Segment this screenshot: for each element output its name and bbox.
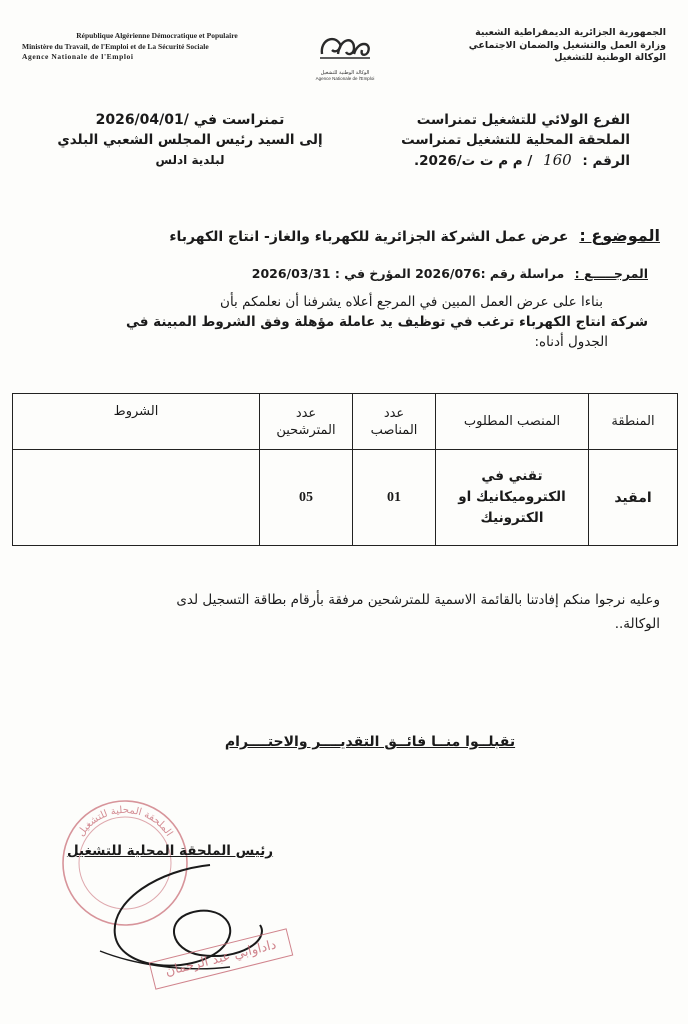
reference-number bbox=[350, 150, 630, 171]
stamp-arc-path: الملحقة المحلية للتشغيل bbox=[75, 804, 175, 839]
reference-text: مراسلة رقم :2026/076 المؤرخ في : 2026/03/31 bbox=[251, 266, 565, 281]
closing-line-1: وعليه نرجوا منكم إفادتنا بالقائمة الاسمية للمترشحين مرفقة بأرقام بطاقة التسجيل لدى bbox=[176, 592, 660, 608]
cell-position bbox=[436, 450, 589, 546]
body-line-2: شركة انتاج الكهرباء ترغب في توظيف يد عاملة مؤهلة وفق الشروط المبينة في bbox=[125, 314, 648, 330]
header-position: المنصب المطلوب bbox=[436, 394, 589, 450]
body-paragraph bbox=[38, 292, 648, 352]
closing-line-2: الوكالة.. bbox=[614, 616, 660, 632]
date-recipient-block bbox=[40, 110, 340, 170]
jobs-table bbox=[12, 393, 678, 546]
sender-line-2: الملحقة المحلية للتشغيل تمنراست bbox=[401, 132, 630, 148]
cell-conditions bbox=[13, 450, 260, 546]
name-stamp: داداوابي عبد الرحمان bbox=[149, 928, 294, 990]
sender-block bbox=[350, 110, 630, 171]
stamp-arc-text bbox=[76, 805, 174, 839]
ref-suffix: / م م ت ت/2026. bbox=[414, 153, 533, 169]
reference-label: المرجـــــع : bbox=[574, 266, 648, 281]
cell-num-positions: 01 bbox=[353, 450, 436, 546]
recipient-line-1: إلى السيد رئيس المجلس الشعبي البلدي bbox=[57, 132, 323, 148]
logo-caption-fr: Agence Nationale de l'Emploi bbox=[315, 76, 375, 81]
header-num-candidates-l2: المترشحين bbox=[276, 422, 336, 438]
ref-number-handwritten: 160 bbox=[543, 151, 572, 169]
body-line-1: بناءا على عرض العمل المبين في المرجع أعلاه يشرفنا أن نعلمكم بأن bbox=[220, 294, 603, 310]
agency-logo-icon bbox=[310, 24, 380, 72]
logo-caption-ar: الوكالة الوطنية للتشغيل bbox=[320, 70, 370, 76]
header-num-candidates bbox=[260, 394, 353, 450]
recipient-line-2: لبلدية ادلس bbox=[155, 153, 225, 167]
header-conditions: الشروط bbox=[13, 394, 260, 450]
subject-label: الموضوع : bbox=[579, 226, 660, 245]
header-fr-line-3: Agence Nationale de l'Emploi bbox=[22, 52, 134, 61]
sender-line-1: الفرع الولائي للتشغيل تمنراست bbox=[416, 112, 630, 128]
header-num-positions bbox=[353, 394, 436, 450]
header-ar-line-3: الوكالة الوطنية للتشغيل bbox=[554, 52, 666, 63]
header-region: المنطقة bbox=[589, 394, 678, 450]
agency-logo bbox=[305, 24, 385, 81]
subject-text: عرض عمل الشركة الجزائرية للكهرباء والغاز- انتاج الكهرباء bbox=[169, 229, 569, 245]
cell-position-l3: الكترونيك bbox=[480, 510, 544, 526]
header-ar-line-2: وزارة العمل والتشغيل والضمان الاجتماعي bbox=[468, 39, 666, 51]
header-fr-line-1: République Algérienne Démocratique et Populaire bbox=[76, 31, 238, 40]
header-ar-line-1: الجمهورية الجزائرية الديمقراطية الشعبية bbox=[475, 27, 666, 38]
table-header-row bbox=[13, 394, 678, 450]
body-line-3: الجدول أدناه: bbox=[534, 334, 608, 350]
header-num-positions-l2: المناصب bbox=[370, 422, 418, 438]
closing-request bbox=[30, 588, 660, 636]
subject-line bbox=[30, 226, 660, 245]
header-ar bbox=[396, 27, 666, 65]
ref-prefix: الرقم : bbox=[582, 153, 630, 169]
greeting: تقبلــوا منــا فائــق التقديــــر والاحتــــرام bbox=[224, 734, 516, 750]
header-num-positions-l1: عدد bbox=[383, 405, 405, 421]
signature-title: رئيس الملحقة المحلية للتشغيل bbox=[66, 843, 274, 859]
header-fr-line-2: Ministère du Travail, de l'Emploi et de La Sécurité Sociale bbox=[22, 41, 209, 51]
cell-position-l2: الكتروميكانيك او bbox=[458, 489, 566, 505]
cell-region: امقيد bbox=[589, 450, 678, 546]
cell-position-l1: تقني في bbox=[481, 468, 543, 484]
header-fr bbox=[22, 31, 292, 63]
reference-line bbox=[28, 266, 648, 281]
header-num-candidates-l1: عدد bbox=[295, 405, 317, 421]
date-line: تمنراست في /2026/04/01 bbox=[95, 112, 285, 128]
cell-num-candidates: 05 bbox=[260, 450, 353, 546]
table-row bbox=[13, 450, 678, 546]
